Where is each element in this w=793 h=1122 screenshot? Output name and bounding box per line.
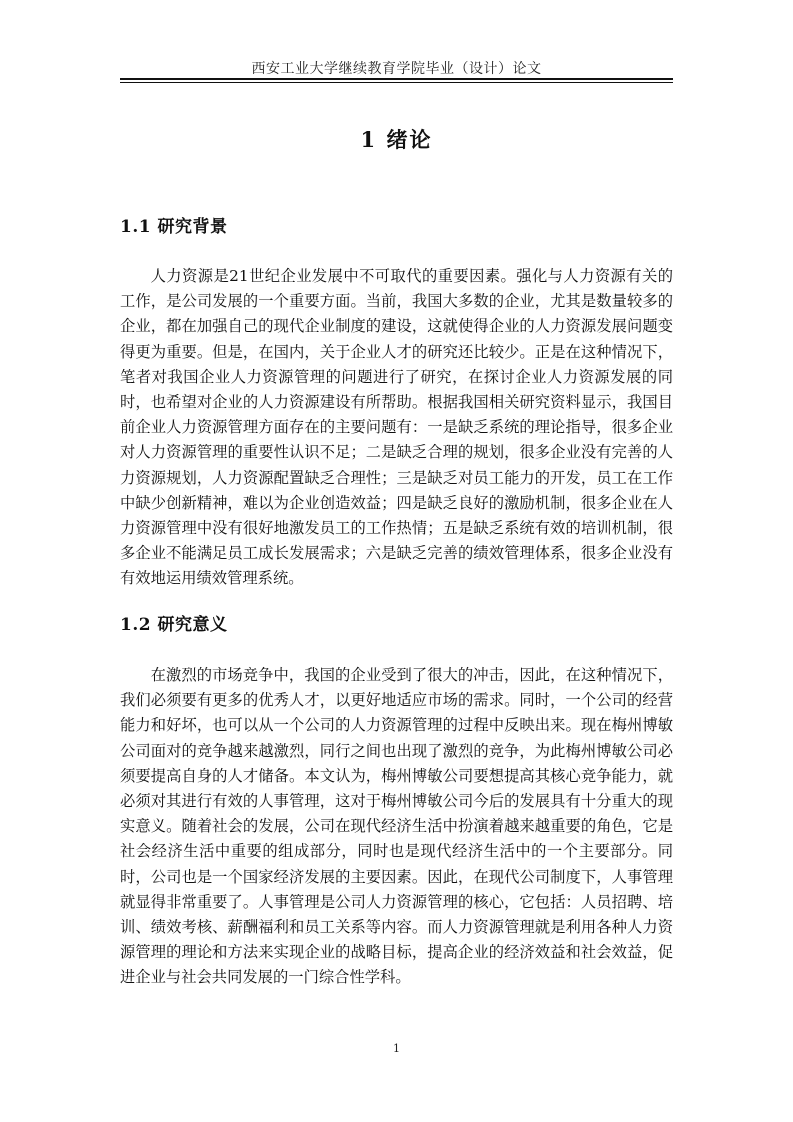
section-paragraph-background: 人力资源是21世纪企业发展中不可取代的重要因素。强化与人力资源有关的工作，是公司发展的一个重要方面。当前，我国大多数的企业，尤其是数量较多的企业，都在加强自己的现代企业制度的建设，这就使得企业的人力资源发展问题变得更为重要。但是，在国内，关于企业人才的研究还比较少。正是在这种情况下，笔者对我国企业人力资源管理的问题进行了研究，在探讨企业人力资源发展的同时，也希望对企业的人力资源建设有所帮助。根据我国相关研究资料显示，我国目前企业人力资源管理方面存在的主要问题有：一是缺乏系统的理论指导，很多企业对人力资源管理的重要性认识不足；二是缺乏合理的规划，很多企业没有完善的人力资源规划，人力资源配置缺乏合理性；三是缺乏对员工能力的开发，员工在工作中缺少创新精神，难以为企业创造效益；四是缺乏良好的激励机制，很多企业在人力资源管理中没有很好地激发员工的工作热情；五是缺乏系统有效的培训机制，很多企业不能满足员工成长发展需求；六是缺乏完善的绩效管理体系，很多企业没有有效地运用绩效管理系统。 xyxy=(120,267,673,588)
section-paragraph-significance: 在激烈的市场竞争中，我国的企业受到了很大的冲击，因此，在这种情况下，我们必须要有更多的优秀人才，以更好地适应市场的需求。同时，一个公司的经营能力和好坏，也可以从一个公司的人力资源管理的过程中反映出来。现在梅州博敏公司面对的竞争越来越激烈，同行之间也出现了激烈的竞争，为此梅州博敏公司必须要提高自身的人才储备。本文认为，梅州博敏公司要想提高其核心竞争能力，就必须对其进行有效的人事管理，这对于梅州博敏公司今后的发展具有十分重大的现实意义。随着社会的发展，公司在现代经济生活中扮演着越来越重要的角色，它是社会经济生活中重要的组成部分，同时也是现代经济生活中的一个主要部分。同时，公司也是一个国家经济发展的主要因素。因此，在现代公司制度下，人事管理就显得非常重要了。人事管理是公司人力资源管理的核心，它包括：人员招聘、培训、绩效考核、薪酬福利和员工关系等内容。而人力资源管理就是利用各种人力资源管理的理论和方法来实现企业的战略目标，提高企业的经济效益和社会效益，促进企业与社会共同发展的一门综合性学科。 xyxy=(120,666,673,987)
chapter-title: 1 绪论 xyxy=(360,127,433,152)
page-number: 1 xyxy=(393,1042,400,1055)
header-rule-thin xyxy=(120,82,673,83)
section-heading-significance: 1.2 研究意义 xyxy=(120,615,228,635)
running-header: 西安工业大学继续教育学院毕业（设计）论文 xyxy=(251,61,542,77)
header-rule xyxy=(120,78,673,80)
section-heading-background: 1.1 研究背景 xyxy=(120,217,228,237)
